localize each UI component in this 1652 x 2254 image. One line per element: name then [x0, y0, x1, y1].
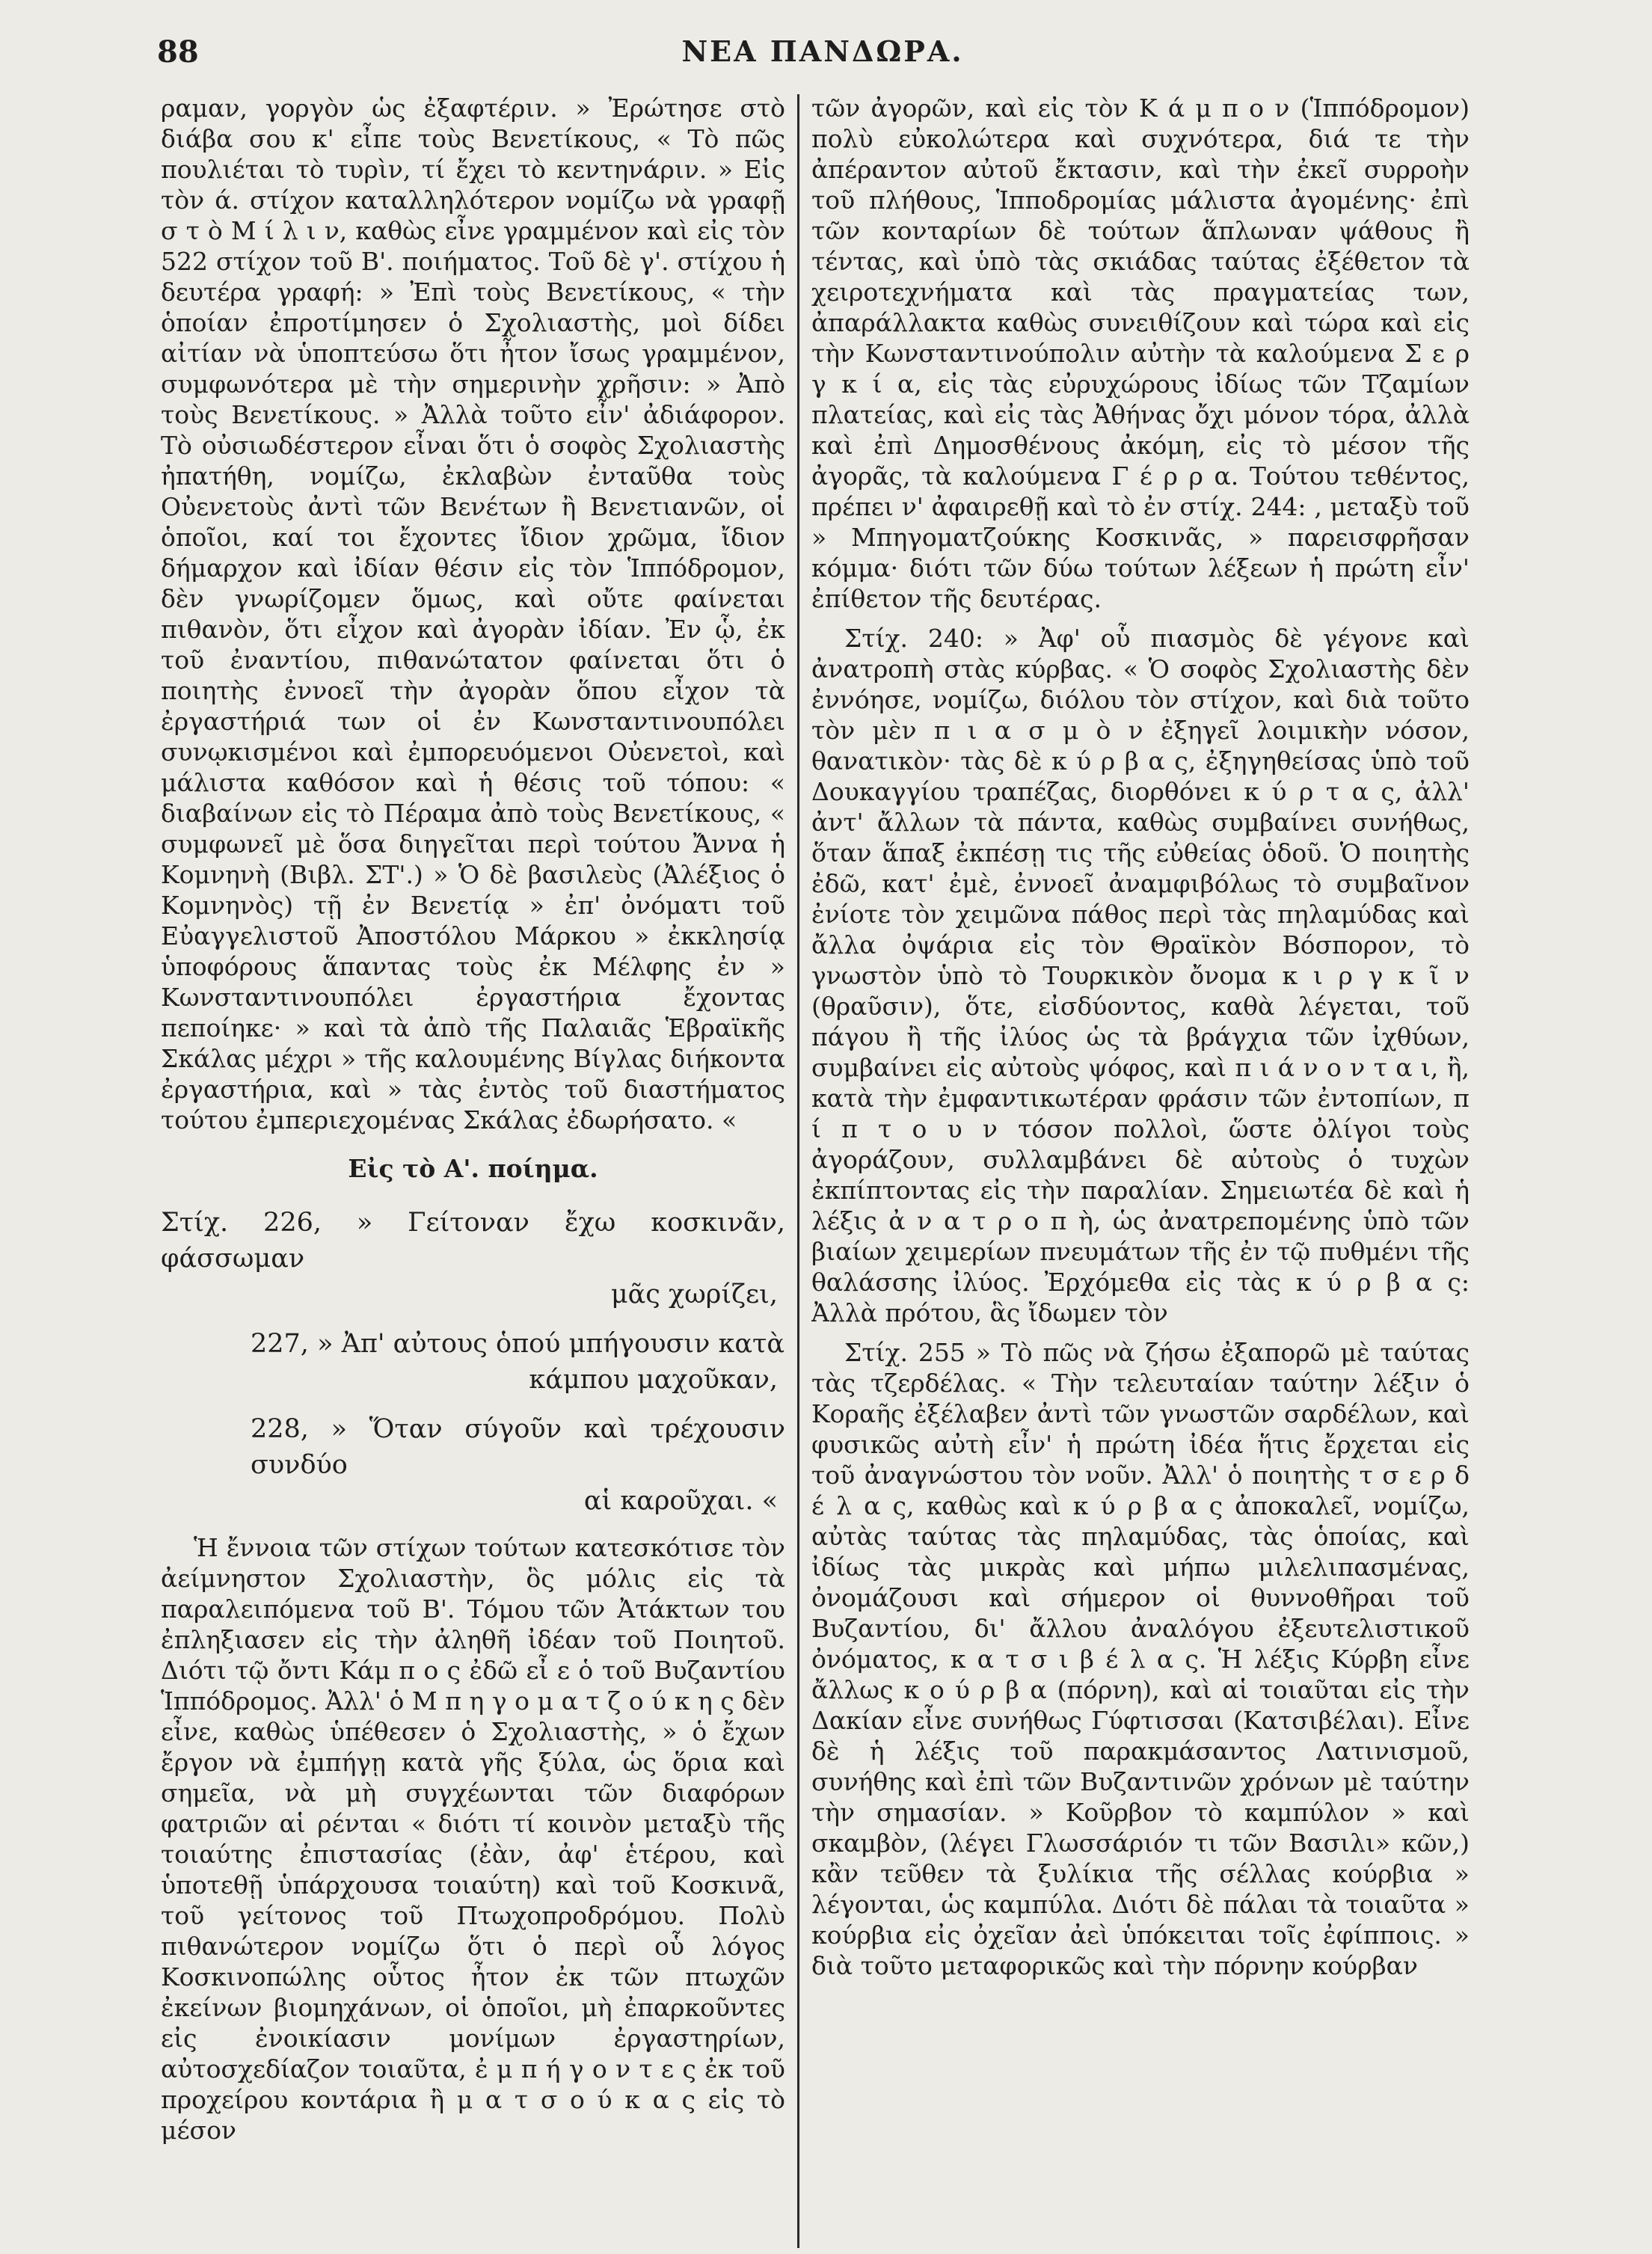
- verse-227-cont: κάμπου μαχοῦκαν,: [529, 1365, 778, 1395]
- verse-226-text: » Γείτοναν ἔχω κοσκινᾶν, φάσσωμαν: [161, 1208, 785, 1274]
- section-heading: Εἰς τὸ Α'. ποίημα.: [348, 1154, 598, 1183]
- running-title: ΝΕΑ ΠΑΝΔΩΡΑ.: [681, 34, 964, 68]
- verse-226: [161, 1205, 785, 1312]
- right-column: [811, 93, 1470, 2247]
- verse-226-label: Στίχ. 226,: [161, 1208, 322, 1238]
- page-number: 88: [157, 34, 199, 70]
- verse-226-cont: μᾶς χωρίζει,: [610, 1280, 778, 1309]
- verse-227-label: 227,: [251, 1329, 309, 1359]
- right-paragraph-3: Στίχ. 255 » Τὸ πῶς νὰ ζήσω ἐξαπορῶ μὲ ταύτας τὰς τζερδέλας. « Τὴν τελευταίαν ταύτην λέξιν ὁ Κοραῆς ἐξέλαβεν ἀντὶ τῶν γνωστῶν σαρδέλων, καὶ φυσικῶς αὐτὴ εἶν' ἡ πρώτη ἰδέα ἥτις ἔρχεται εἰς τοῦ ἀναγνώστου τὸν νοῦν. Ἀλλ' ὁ ποιητὴς τ σ ε ρ δ έ λ α ς, καθὼς καὶ κ ύ ρ β α ς ἀποκαλεῖ, νομίζω, αὐτὰς ταύτας τὰς πηλαμύδας, τὰς ὁποίας, καὶ ἰδίως τὰς μικρὰς καὶ μήπω μιλελιπασμένας, ὀνομάζουσι καὶ σήμερον οἱ θυννοθῆραι τοῦ Βυζαντίου, δι' ἄλλου ἀναλόγου ἐξευτελιστικοῦ ὀνόματος, κ α τ σ ι β έ λ α ς. Ἡ λέξις Κύρβη εἶνε ἄλλως κ ο ύ ρ β α (πόρνη), καὶ αἱ τοιαῦται εἰς τὴν Δακίαν εἶνε συνήθως Γύφτισσαι (Κατσιβέλαι). Εἶνε δὲ ἡ λέξις τοῦ παρακμάσαντος Λατινισμοῦ, συνήθης καὶ ἐπὶ τῶν Βυζαντινῶν χρόνων μὲ ταύτην τὴν σημασίαν. » Κοῦρβον τὸ καμπύλον » καὶ σκαμβὸν, (λέγει Γλωσσάριόν τι τῶν Βασιλι» κῶν,) κἂν τεῦθεν τὰ ξυλίκια τῆς σέλλας κούρβια » λέγονται, ὡς καμπύλα. Διότι δὲ πάλαι τὰ τοιαῦτα » κούρβια εἰς ὀχεῖαν ἀεὶ ὑπόκειται τοῖς ἐφίπποις. » διὰ τοῦτο μεταφορικῶς καὶ τὴν πόρνην κούρβαν: [811, 1338, 1470, 1980]
- verse-227: [161, 1326, 785, 1398]
- verse-228-text: » Ὅταν σύγοῦν καὶ τρέχουσιν συνδύο: [251, 1414, 785, 1480]
- page-header: [150, 34, 1496, 79]
- left-paragraph-2: Ἡ ἔννοια τῶν στίχων τούτων κατεσκότισε τὸν ἀείμνηστον Σχολιαστὴν, ὃς μόλις εἰς τὰ παραλειπόμενα τοῦ Β'. Τόμου τῶν Ἀτάκτων του ἐπληξιασεν εἰς τὴν ἀληθῆ ἰδέαν τοῦ Ποιητοῦ. Διότι τῷ ὄντι Κάμ π ο ς ἐδῶ εἶ ε ὁ τοῦ Βυζαντίου Ἱππόδρομος. Ἀλλ' ὁ Μ π η γ ο μ α τ ζ ο ύ κ η ς δὲν εἶνε, καθὼς ὑπέθεσεν ὁ Σχολιαστὴς, » ὁ ἔχων ἔργον νὰ ἐμπήγῃ κατὰ γῆς ξύλα, ὡς ὅρια καὶ σημεῖα, νὰ μὴ συγχέωνται τῶν διαφόρων φατριῶν αἱ ρένται « διότι τί κοινὸν μεταξὺ τῆς τοιαύτης ἐπιστασίας (ἐὰν, ἀφ' ἑτέρου, καὶ ὑποτεθῇ ὑπάρχουσα τοιαύτη) καὶ τοῦ Κοσκινᾶ, τοῦ γείτονος τοῦ Πτωχοπροδρόμου. Πολὺ πιθανώτερον νομίζω ὅτι ὁ περὶ οὗ λόγος Κοσκινοπώλης οὗτος ἦτον ἐκ τῶν πτωχῶν ἐκείνων βιομηχάνων, οἱ ὁποῖοι, μὴ ἐπαρκοῦντες εἰς ἐνοικίασιν μονίμων ἐργαστηρίων, αὐτοσχεδίαζον τοιαῦτα, ἐ μ π ή γ ο ν τ ε ς ἐκ τοῦ προχείρου κοντάρια ἢ μ α τ σ ο ύ κ α ς εἰς τὸ μέσον: [161, 1533, 785, 2145]
- verse-228: [161, 1411, 785, 1519]
- verse-228-cont: αἱ καροῦχαι. «: [583, 1486, 778, 1516]
- right-paragraph-2: Στίχ. 240: » Ἀφ' οὗ πιασμὸς δὲ γέγονε καὶ ἀνατροπὴ στὰς κύρβας. « Ὁ σοφὸς Σχολιαστὴς δὲν ἐννόησε, νομίζω, διόλου τὸν στίχον, καὶ διὰ τοῦτο τὸν μὲν π ι α σ μ ὸ ν ἐξηγεῖ λοιμικὴν νόσον, θανατικὸν· τὰς δὲ κ ύ ρ β α ς, ἐξηγηθείσας ὑπὸ τοῦ Δουκαγγίου τραπέζας, διορθόνει κ ύ ρ τ α ς, ἀλλ' ἀντ' ἄλλων τὰ πάντα, καθὼς συμβαίνει συνήθως, ὅταν ἅπαξ ἐκπέσῃ τις τῆς εὐθείας ὁδοῦ. Ὁ ποιητὴς ἐδῶ, κατ' ἐμὲ, ἐννοεῖ ἀναμφιβόλως τὸ συμβαῖνον ἐνίοτε τὸν χειμῶνα πάθος περὶ τὰς πηλαμύδας καὶ ἄλλα ὀψάρια εἰς τὸν Θραϊκὸν Βόσπορον, τὸ γνωστὸν ὑπὸ τὸ Τουρκικὸν ὄνομα κ ι ρ γ κ ῖ ν (θραῦσιν), ὅτε, εἰσδύοντος, καθὰ λέγεται, τοῦ πάγου ἢ τῆς ἰλύος ὡς τὰ βράγχια τῶν ἰχθύων, συμβαίνει εἰς αὐτοὺς ψόφος, καὶ π ι ά ν ο ν τ α ι, ἢ, κατὰ τὴν ἐμφαντικωτέραν φράσιν τῶν ἐντοπίων, π ί π τ ο υ ν τόσον πολλοὶ, ὥστε ὀλίγοι τοὺς ἀγοράζουν, συλλαμβάνει δὲ αὐτοὺς ὁ τυχὼν ἐκπίπτοντας εἰς τὴν παραλίαν. Σημειωτέα δὲ καὶ ἡ λέξις ἀ ν α τ ρ ο π ὴ, ὡς ἀνατρεπομένης ὑπὸ τῶν βιαίων χειμερίων πνευμάτων τῆς ἐν τῷ πυθμένι τῆς θαλάσσης ἰλύος. Ἐρχόμεθα εἰς τὰς κ ύ ρ β α ς: Ἀλλὰ πρότου, ἃς ἴδωμεν τὸν: [811, 624, 1470, 1327]
- left-column: [161, 93, 785, 2247]
- verse-228-label: 228,: [251, 1414, 309, 1444]
- column-divider: [797, 94, 799, 2248]
- verse-227-text: » Ἀπ' αὐτους ὁπού μπήγουσιν κατὰ: [317, 1329, 785, 1359]
- right-paragraph-1: τῶν ἀγορῶν, καὶ εἰς τὸν Κ ά μ π ο ν (Ἱππόδρομον) πολὺ εὐκολώτερα καὶ συχνότερα, διά τε τὴν ἀπέραντον αὐτοῦ ἔκτασιν, καὶ τὴν ἐκεῖ συρροὴν τοῦ πλήθους, Ἱπποδρομίας μάλιστα ἀγομένης· ἐπὶ τῶν κονταρίων δὲ τούτων ἅπλωναν ψάθους ἢ τέντας, καὶ ὑπὸ τὰς σκιάδας ταύτας ἐξέθετον τὰ χειροτεχνήματα καὶ τὰς πραγματείας των, ἀπαράλλακτα καθὼς συνειθίζουν καὶ τώρα καὶ εἰς τὴν Κωνσταντινούπολιν αὐτὴν τὰ καλούμενα Σ ε ρ γ κ ί α, εἰς τὰς εὐρυχώρους ἰδίως τῶν Τζαμίων πλατείας, καὶ εἰς τὰς Ἀθήνας ὄχι μόνον τόρα, ἀλλὰ καὶ ἐπὶ Δημοσθένους ἀκόμη, εἰς τὸ μέσον τῆς ἀγορᾶς, τὰ καλούμενα Γ έ ρ ρ α. Τούτου τεθέντος, πρέπει ν' ἀφαιρεθῇ καὶ τὸ ἐν στίχ. 244: , μεταξὺ τοῦ » Μπηγοματζούκης Κοσκινᾶς, » παρεισφρῆσαν κόμμα· διότι τῶν δύω τούτων λέξεων ἡ πρώτη εἶν' ἐπίθετον τῆς δευτέρας.: [811, 93, 1470, 613]
- left-paragraph-1: ραμαν, γοργὸν ὡς ἐξαφτέριν. » Ἐρώτησε στὸ διάβα σου κ' εἶπε τοὺς Βενετίκους, « Τὸ πῶς πουλιέται τὸ τυρὶν, τί ἔχει τὸ κεντηνάριν. » Εἰς τὸν ά. στίχον καταλληλότερον νομίζω νὰ γραφῇ σ τ ὸ Μ ί λ ι ν, καθὼς εἶνε γραμμένον καὶ εἰς τὸν 522 στίχον τοῦ Β'. ποιήματος. Τοῦ δὲ γ'. στίχου ἡ δευτέρα γραφή: » Ἐπὶ τοὺς Βενετίκους, « τὴν ὁποίαν ἐπροτίμησεν ὁ Σχολιαστὴς, μοὶ δίδει αἰτίαν νὰ ὑποπτεύσω ὅτι ἦτον ἴσως γραμμένον, συμφωνότερα μὲ τὴν σημερινὴν χρῆσιν: » Ἀπὸ τοὺς Βενετίκους. » Ἀλλὰ τοῦτο εἶν' ἀδιάφορον. Τὸ οὐσιωδέστερον εἶναι ὅτι ὁ σοφὸς Σχολιαστὴς ἠπατήθη, νομίζω, ἐκλαβὼν ἐνταῦθα τοὺς Οὐενετοὺς ἀντὶ τῶν Βενέτων ἢ Βενετιανῶν, οἱ ὁποῖοι, καί τοι ἔχοντες ἴδιον χρῶμα, ἴδιον δήμαρχον καὶ ἰδίαν θέσιν εἰς τὸν Ἱππόδρομον, δὲν γνωρίζομεν ὅμως, καὶ οὔτε φαίνεται πιθανὸν, ὅτι εἶχον καὶ ἀγορὰν ἰδίαν. Ἐν ᾧ, ἐκ τοῦ ἐναντίου, πιθανώτατον φαίνεται ὅτι ὁ ποιητὴς ἐννοεῖ τὴν ἀγορὰν ὅπου εἶχον τὰ ἐργαστήριά των οἱ ἐν Κωνσταντινουπόλει συνῳκισμένοι καὶ ἐμπορευόμενοι Οὐενετοὶ, καὶ μάλιστα καθόσον καὶ ἡ θέσις τοῦ τόπου: « διαβαίνων εἰς τὸ Πέραμα ἀπὸ τοὺς Βενετίκους, « συμφωνεῖ μὲ ὅσα διηγεῖται περὶ τούτου Ἄννα ἡ Κομνηνὴ (Βιβλ. ΣΤ'.) » Ὁ δὲ βασιλεὺς (Ἀλέξιος ὁ Κομνηνὸς) τῇ ἐν Βενετίᾳ » ἐπ' ὀνόματι τοῦ Εὐαγγελιστοῦ Ἀποστόλου Μάρκου » ἐκκλησίᾳ ὑποφόρους ἅπαντας τοὺς ἐκ Μέλφης ἐν » Κωνσταντινουπόλει ἐργαστήρια ἔχοντας πεποίηκε· » καὶ τὰ ἀπὸ τῆς Παλαιᾶς Ἑβραϊκῆς Σκάλας μέχρι » τῆς καλουμένης Βίγλας διήκοντα ἐργαστήρια, καὶ » τὰς ἐντὸς τοῦ διαστήματος τούτου ἐμπεριεχομένας Σκάλας ἐδωρήσατο. «: [161, 93, 785, 1134]
